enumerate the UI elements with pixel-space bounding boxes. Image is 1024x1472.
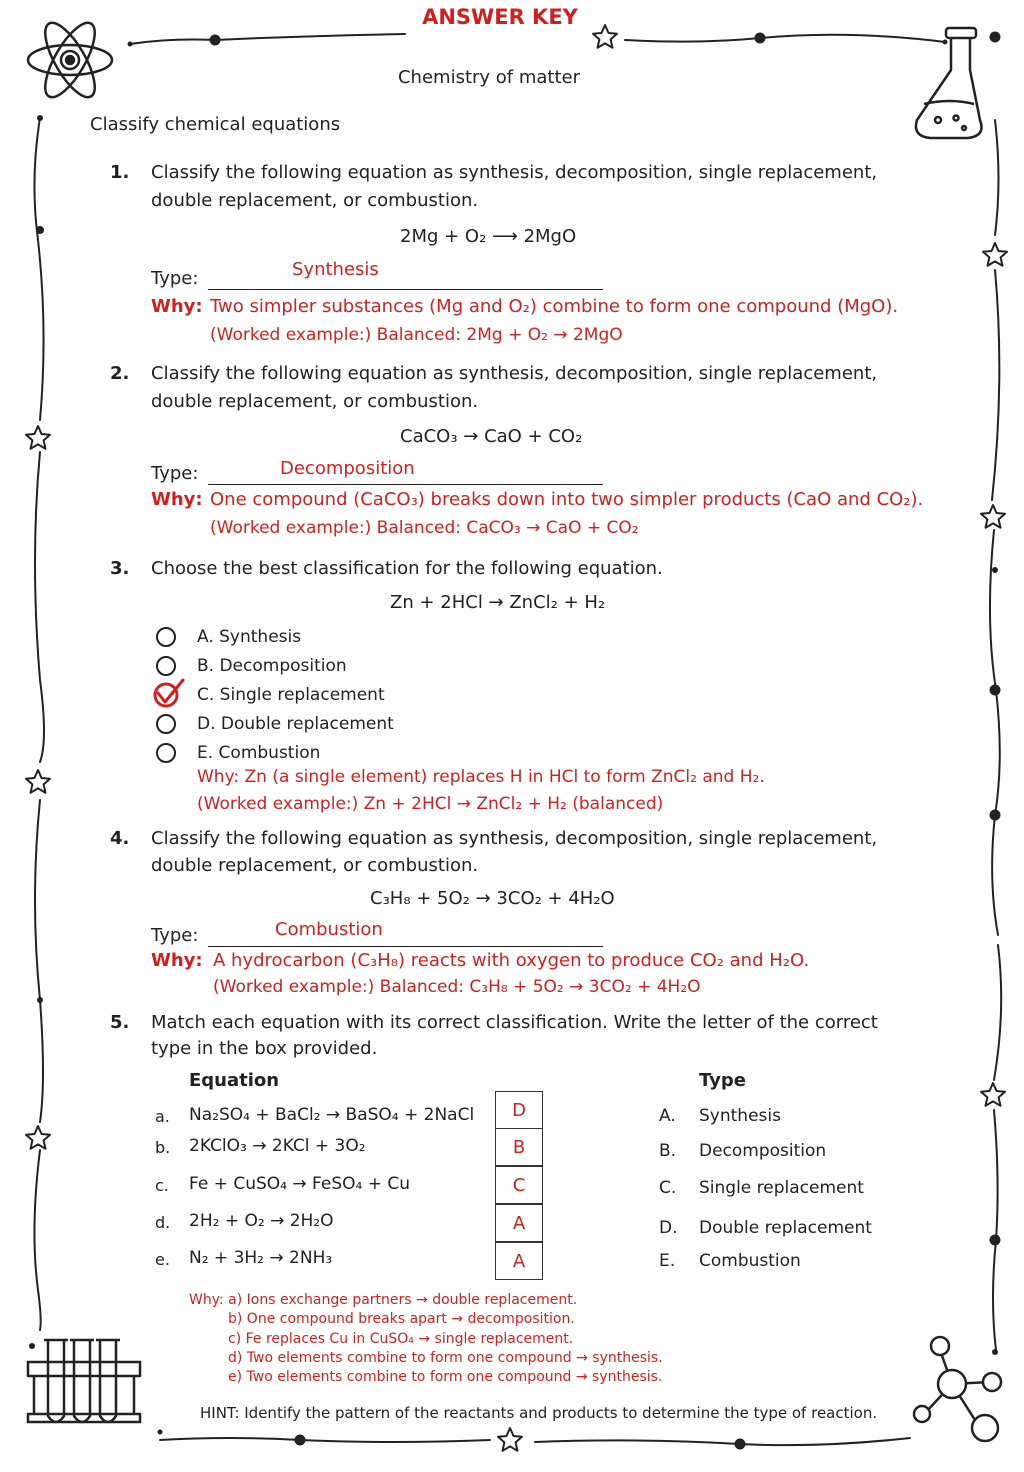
- option-label: D. Double replacement: [197, 714, 394, 734]
- why-line: d) Two elements combine to form one compound → synthesis.: [228, 1350, 663, 1366]
- page-subtitle: Chemistry of matter: [397, 67, 581, 88]
- answer-box[interactable]: A: [495, 1242, 543, 1280]
- option-label: B. Decomposition: [197, 656, 347, 676]
- option-label: C. Single replacement: [197, 685, 385, 705]
- answer-box[interactable]: B: [495, 1128, 543, 1166]
- why-text: Why: Zn (a single element) replaces H in HCl to form ZnCl₂ and H₂.: [197, 767, 765, 787]
- question-number: 4.: [110, 828, 130, 849]
- option-label: A. Synthesis: [197, 627, 302, 647]
- molecule-icon: [914, 1337, 1001, 1441]
- why-label: Why:: [151, 950, 203, 971]
- type-letter: C.: [659, 1178, 677, 1198]
- equation: CaCO₃ → CaO + CO₂: [400, 426, 583, 447]
- why-text: A hydrocarbon (C₃H₈) reacts with oxygen to produce CO₂ and H₂O.: [213, 950, 810, 971]
- type-letter: B.: [659, 1141, 677, 1161]
- test-tubes-icon: [28, 1340, 140, 1422]
- question-prompt-cont: type in the box provided.: [151, 1038, 378, 1059]
- match-equation: 2KClO₃ → 2KCl + 3O₂: [189, 1136, 366, 1156]
- equation-column-header: Equation: [189, 1070, 280, 1091]
- why-text: One compound (CaCO₃) breaks down into two simpler products (CaO and CO₂).: [210, 489, 924, 510]
- radio-option-e[interactable]: [156, 743, 176, 763]
- worked-example: (Worked example:) Balanced: C₃H₈ + 5O₂ → 3CO₂ + 4H₂O: [213, 977, 701, 997]
- question-prompt-cont: double replacement, or combustion.: [151, 190, 479, 211]
- why-line: e) Two elements combine to form one compound → synthesis.: [228, 1369, 663, 1385]
- type-letter: A.: [659, 1106, 676, 1126]
- equation: C₃H₈ + 5O₂ → 3CO₂ + 4H₂O: [370, 888, 615, 909]
- equation: Zn + 2HCl → ZnCl₂ + H₂: [390, 592, 606, 613]
- match-equation: Na₂SO₄ + BaCl₂ → BaSO₄ + 2NaCl: [189, 1105, 475, 1125]
- type-letter: E.: [659, 1251, 676, 1271]
- worked-example: (Worked example:) Balanced: CaCO₃ → CaO + CO₂: [210, 518, 639, 538]
- worked-example: (Worked example:) Zn + 2HCl → ZnCl₂ + H₂ (balanced): [197, 794, 664, 814]
- hint-text: HINT: Identify the pattern of the reactants and products to determine the type of reaction.: [200, 1404, 878, 1422]
- row-letter: d.: [155, 1213, 171, 1232]
- question-number: 5.: [110, 1012, 130, 1033]
- type-name: Decomposition: [699, 1141, 827, 1161]
- answer-key-title: ANSWER KEY: [422, 5, 578, 29]
- atom-icon: [28, 16, 112, 104]
- option-label: E. Combustion: [197, 743, 321, 763]
- match-equation: Fe + CuSO₄ → FeSO₄ + Cu: [189, 1174, 411, 1194]
- type-name: Double replacement: [699, 1218, 872, 1238]
- row-letter: e.: [155, 1250, 170, 1269]
- row-letter: c.: [155, 1176, 169, 1195]
- radio-option-b[interactable]: [156, 656, 176, 676]
- answer-box[interactable]: D: [495, 1091, 543, 1129]
- answer-box[interactable]: C: [495, 1166, 543, 1204]
- type-label: Type:: [151, 463, 199, 484]
- answer-line: [208, 289, 603, 290]
- why-line: Why: a) Ions exchange partners → double replacement.: [189, 1292, 578, 1308]
- answer-text: Combustion: [275, 919, 383, 940]
- radio-option-c-selected[interactable]: [153, 683, 179, 709]
- match-equation: 2H₂ + O₂ → 2H₂O: [189, 1211, 334, 1231]
- section-title: Classify chemical equations: [90, 114, 341, 135]
- answer-line: [208, 946, 603, 947]
- answer-text: Decomposition: [280, 458, 415, 479]
- answer-text: Synthesis: [292, 259, 379, 280]
- question-prompt-cont: double replacement, or combustion.: [151, 855, 479, 876]
- row-letter: a.: [155, 1107, 170, 1126]
- question-prompt-cont: double replacement, or combustion.: [151, 391, 479, 412]
- match-equation: N₂ + 3H₂ → 2NH₃: [189, 1248, 333, 1268]
- answer-line: [208, 484, 603, 485]
- question-number: 1.: [110, 162, 130, 183]
- type-letter: D.: [659, 1218, 678, 1238]
- question-prompt: Classify the following equation as synthesis, decomposition, single replacement,: [151, 363, 878, 384]
- why-label: Why:: [151, 296, 203, 317]
- type-name: Synthesis: [699, 1106, 781, 1126]
- question-number: 2.: [110, 363, 130, 384]
- answer-box[interactable]: A: [495, 1204, 543, 1242]
- worked-example: (Worked example:) Balanced: 2Mg + O₂ → 2MgO: [210, 325, 623, 345]
- why-label: Why:: [151, 489, 203, 510]
- question-prompt: Match each equation with its correct classification. Write the letter of the correct: [151, 1012, 878, 1033]
- question-prompt: Choose the best classification for the following equation.: [151, 558, 663, 579]
- radio-option-a[interactable]: [156, 627, 176, 647]
- type-label: Type:: [151, 925, 199, 946]
- question-prompt: Classify the following equation as synthesis, decomposition, single replacement,: [151, 828, 878, 849]
- question-prompt: Classify the following equation as synthesis, decomposition, single replacement,: [151, 162, 878, 183]
- type-label: Type:: [151, 268, 199, 289]
- radio-option-d[interactable]: [156, 714, 176, 734]
- equation: 2Mg + O₂ ⟶ 2MgO: [400, 226, 577, 247]
- why-text: Two simpler substances (Mg and O₂) combine to form one compound (MgO).: [210, 296, 899, 317]
- why-line: c) Fe replaces Cu in CuSO₄ → single replacement.: [228, 1331, 574, 1347]
- row-letter: b.: [155, 1138, 171, 1157]
- why-line: b) One compound breaks apart → decomposition.: [228, 1311, 575, 1327]
- type-column-header: Type: [699, 1070, 746, 1091]
- type-name: Single replacement: [699, 1178, 864, 1198]
- type-name: Combustion: [699, 1251, 801, 1271]
- question-number: 3.: [110, 558, 130, 579]
